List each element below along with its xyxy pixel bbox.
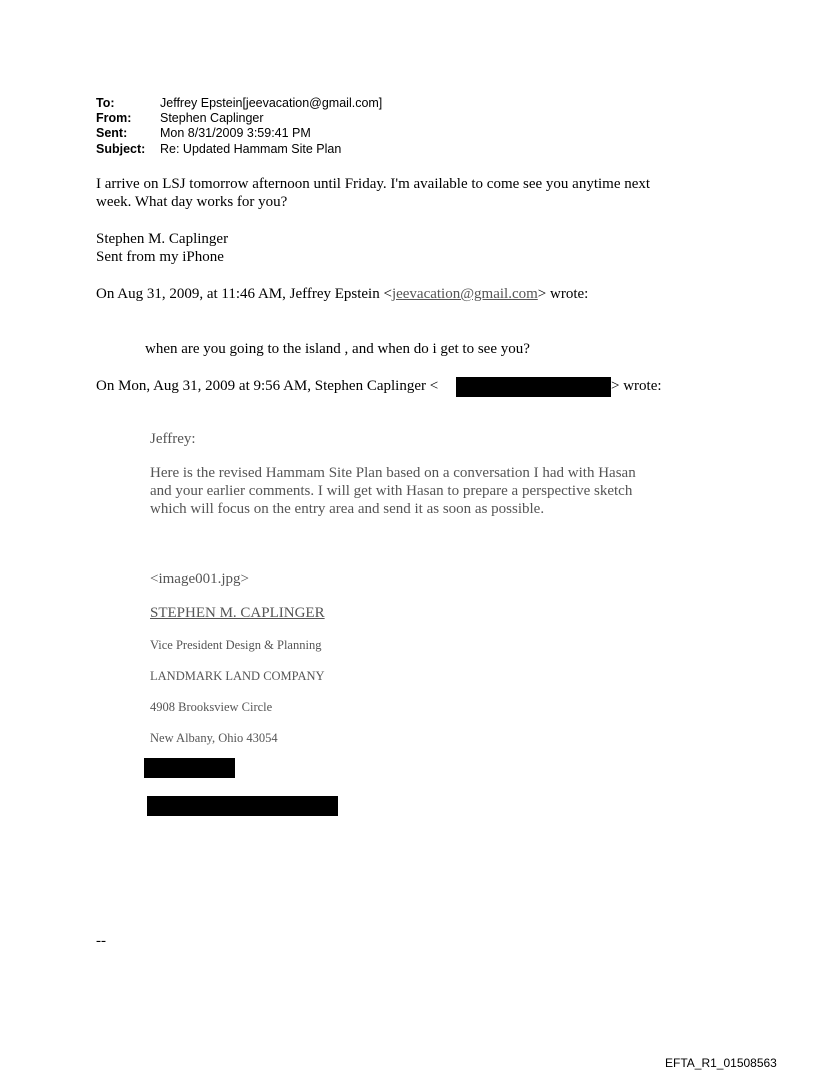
quote1-email-link[interactable]: jeevacation@gmail.com: [391, 286, 538, 302]
quote2-intro-prefix: On Mon, Aug 31, 2009 at 9:56 AM, Stephen Caplinger <: [96, 378, 439, 394]
document-id: EFTA_R1_01508563: [665, 1056, 777, 1070]
sent-value: Mon 8/31/2009 3:59:41 PM: [160, 126, 311, 140]
signature-name: Stephen M. Caplinger: [96, 231, 229, 247]
from-label: From:: [96, 111, 132, 125]
quote2-signature-address-2: New Albany, Ohio 43054: [150, 731, 278, 745]
quote2-body-line-1: Here is the revised Hammam Site Plan based on a conversation I had with Hasan: [150, 465, 636, 481]
quote1-intro-suffix: > wrote:: [537, 286, 589, 302]
quote2-signature-title: Vice President Design & Planning: [150, 638, 322, 652]
quote2-intro-suffix: > wrote:: [611, 378, 662, 394]
subject-value: Re: Updated Hammam Site Plan: [160, 142, 342, 156]
attachment-placeholder: <image001.jpg>: [150, 571, 249, 587]
quote2-body-line-3: which will focus on the entry area and send it as soon as possible.: [150, 501, 545, 517]
to-value: Jeffrey Epstein[jeevacation@gmail.com]: [160, 96, 383, 110]
quote1-intro: [96, 285, 588, 303]
quote1-body: when are you going to the island , and when do i get to see you?: [145, 341, 530, 357]
redaction-bar: [147, 796, 338, 816]
redaction-bar: [144, 758, 235, 778]
quote2-signature-company: LANDMARK LAND COMPANY: [150, 669, 325, 683]
subject-label: Subject:: [96, 142, 146, 156]
redaction-bar: [456, 377, 611, 397]
sent-label: Sent:: [96, 126, 128, 140]
signature-separator: --: [96, 933, 106, 949]
quote2-greeting: Jeffrey:: [150, 431, 196, 447]
quote2-body-line-2: and your earlier comments. I will get with Hasan to prepare a perspective sketch: [150, 483, 633, 499]
reply-line-1: I arrive on LSJ tomorrow afternoon until Friday. I'm available to come see you anytime next: [96, 176, 651, 192]
quote1-intro-prefix: On Aug 31, 2009, at 11:46 AM, Jeffrey Epstein <: [96, 286, 392, 302]
reply-line-2: week. What day works for you?: [96, 194, 288, 210]
quote2-signature-name: STEPHEN M. CAPLINGER: [150, 605, 325, 621]
quote2-signature-address-1: 4908 Brooksview Circle: [150, 700, 273, 714]
signature-device: Sent from my iPhone: [96, 249, 224, 265]
from-value: Stephen Caplinger: [160, 111, 264, 125]
to-label: To:: [96, 96, 115, 110]
